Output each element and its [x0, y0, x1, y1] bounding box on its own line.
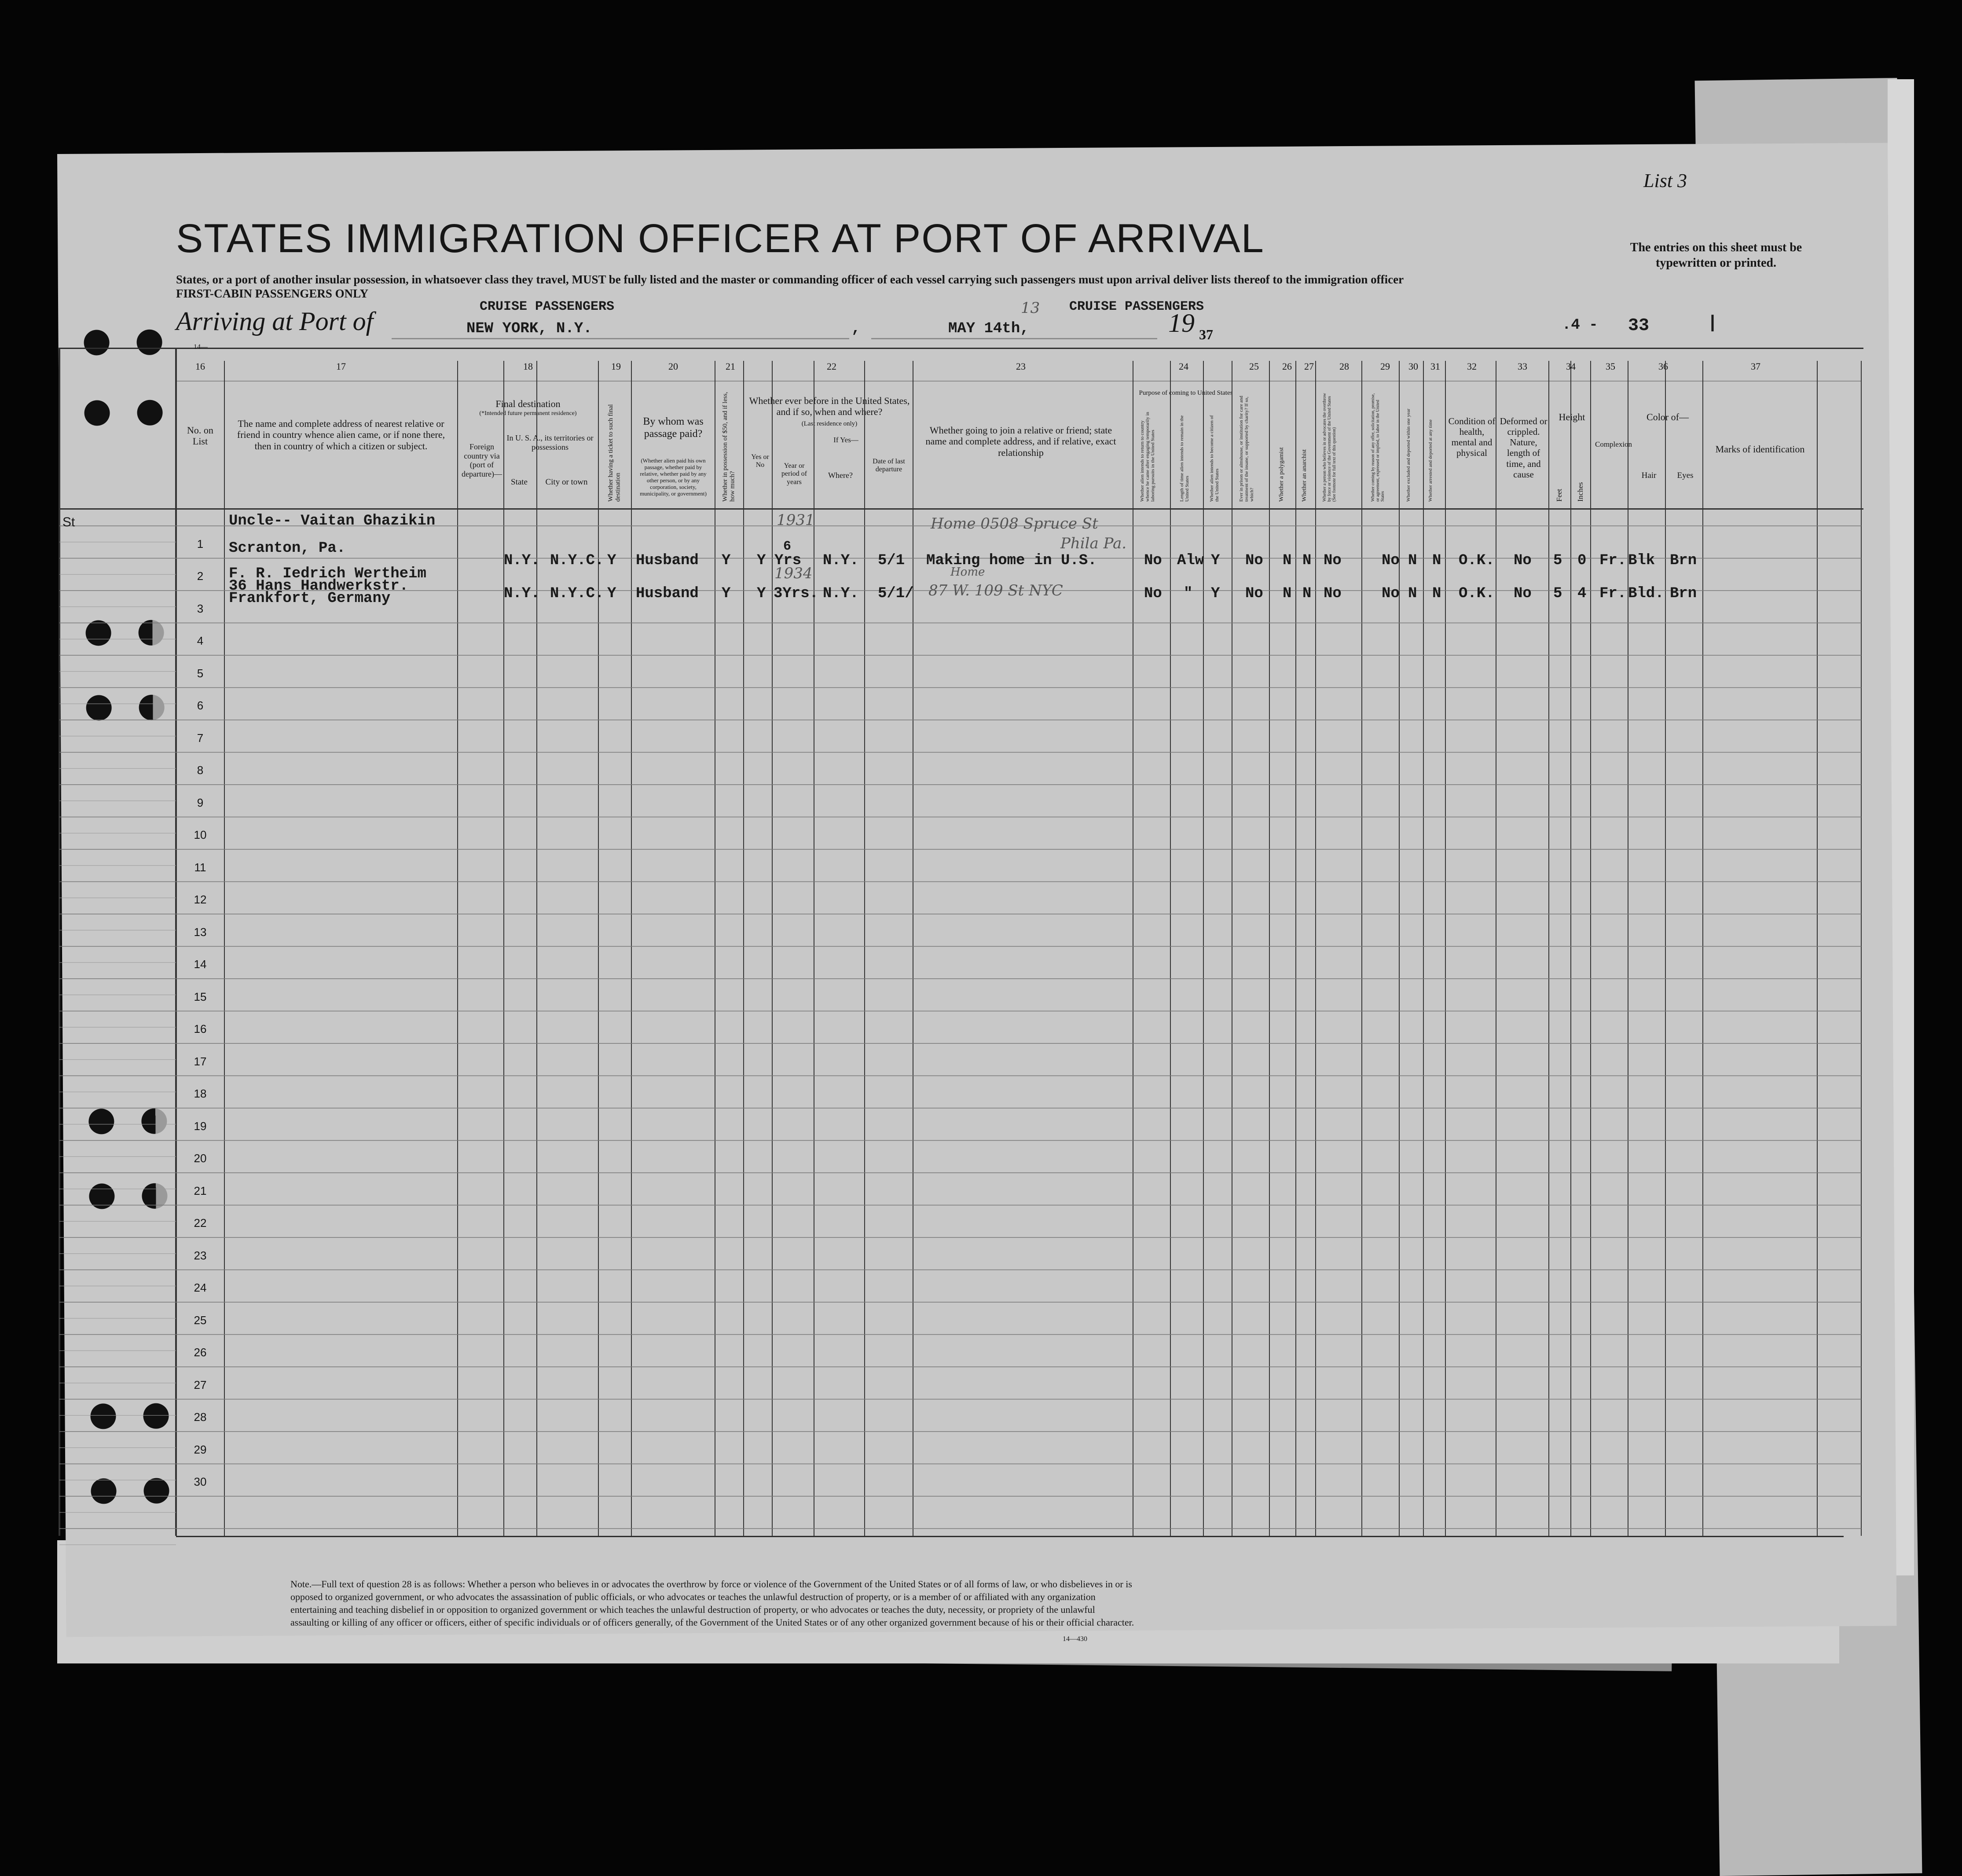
row1-departure: 5/1 [878, 552, 905, 569]
header-col24-return: Whether alien intends to return to country whence he came after engaging temporarily in laboring pursuits in the United States [1140, 411, 1156, 502]
row2-eyes: Brn [1670, 585, 1697, 602]
col-number-33: 33 [1518, 361, 1527, 372]
row1-eyes: Brn [1670, 552, 1697, 569]
year-prefix: 19 [1168, 308, 1195, 338]
row-number: 26 [194, 1346, 207, 1359]
col-number-21: 21 [726, 361, 735, 372]
row2-anarchist: N [1302, 585, 1312, 602]
row1-years-correction: 6 [783, 539, 792, 554]
col-number-23: 23 [1016, 361, 1026, 372]
row2-citizen: Y [1211, 585, 1220, 602]
row2-before: Y [757, 585, 766, 602]
col-number-29: 29 [1380, 361, 1390, 372]
header-col30: Whether excluded and deported within one year [1406, 408, 1411, 502]
col-number-37: 37 [1751, 361, 1760, 372]
row1-labor: No [1382, 552, 1400, 569]
header-col22-ifyes: If Yes— [833, 436, 858, 444]
col-number-20: 20 [668, 361, 678, 372]
header-col22-sub: (Last residence only) [801, 420, 858, 427]
footnote-question-28: Note.—Full text of question 28 is as follows: Whether a person who believes in or advocates the overthrow by force or violence of the Government of the United States or of all forms of law, or who disbelieves in or is opposed to organized government, or who advocates the assassination of public officials, or who advocates or teaches the unlawful destruction of property, or is a member of or affiliated with any organization entertaining and teaching disbelief in or opposition to organized government or which teaches the unlawful destruction of property, or who advocates or teaches the duty, necessity, or propriety of the unlawful assaulting or killing of any officer or officers, either of specific individuals or of officers generally, of the Government of the United States or of any other organized government because of his or their official character. [290, 1579, 1134, 1628]
row-number: 28 [194, 1410, 207, 1424]
row1-years-hand: 1931 [777, 511, 815, 529]
row1-excluded: N [1408, 552, 1417, 569]
col-number-16: 16 [195, 361, 205, 372]
row-number: 1 [197, 537, 204, 551]
row2-relative-street: 36 Hans Handwerkstr. [229, 578, 409, 595]
header-col18-usa: In U. S. A., its territories or possessions [506, 433, 594, 452]
header-col27: Whether an anarchist [1301, 449, 1308, 502]
row-number: 11 [194, 860, 206, 874]
row-number: 13 [194, 925, 207, 939]
row1-join-hand-1: Home 0508 Spruce St [931, 515, 1098, 532]
form-title: STATES IMMIGRATION OFFICER AT PORT OF ARRIVAL [176, 216, 1265, 261]
col-number-26: 26 [1282, 361, 1292, 372]
row-number: 9 [197, 796, 204, 809]
col-number-22: 22 [827, 361, 836, 372]
col-number-18: 18 [523, 361, 533, 372]
row-number: 6 [197, 699, 204, 712]
row1-feet: 5 [1553, 552, 1562, 569]
row-number: 5 [197, 666, 204, 680]
row1-inches: 0 [1577, 552, 1587, 569]
row1-health: O.K. [1459, 552, 1495, 569]
row2-state: N.Y. [504, 585, 540, 602]
header-col36-eyes: Eyes [1677, 471, 1694, 480]
typewritten-notice: The entries on this sheet must be typewritten or printed. [1630, 241, 1802, 270]
row-number: 8 [197, 764, 204, 777]
row-number: 30 [194, 1475, 207, 1489]
header-col28: Whether a person who believes in or advocates the overthrow by force or violence of the Government of the United States (See footnote for full text of this question) [1322, 393, 1337, 502]
row-number: 2 [197, 569, 204, 583]
row1-money: Y [722, 552, 731, 569]
row1-prison: No [1245, 552, 1263, 569]
row2-excluded: N [1408, 585, 1417, 602]
row2-overthrow: No [1324, 585, 1342, 602]
row-number: 27 [194, 1378, 207, 1391]
row2-labor: No [1382, 585, 1400, 602]
row2-length: " [1184, 585, 1193, 602]
col-number-35: 35 [1606, 361, 1615, 372]
row1-arrested: N [1432, 552, 1441, 569]
row-number: 7 [197, 731, 204, 745]
row1-paid-by: Husband [636, 552, 699, 569]
col-number-19: 19 [611, 361, 621, 372]
date-correction: 13 [1021, 299, 1040, 317]
row2-feet: 5 [1553, 585, 1562, 602]
col-number-24: 24 [1179, 361, 1188, 372]
row-number: 24 [194, 1281, 207, 1295]
row-number: 20 [194, 1152, 207, 1165]
row2-polygamist: N [1283, 585, 1292, 602]
row1-where: N.Y. [823, 552, 859, 569]
header-col20-sub: (Whether alien paid his own passage, whether paid by relative, whether paid by any other person, or by any corporation, society, municipality, or government) [640, 457, 707, 497]
row2-join-hand-2: 87 W. 109 St NYC [928, 582, 1063, 599]
cruise-label-right: CRUISE PASSENGERS [1069, 299, 1204, 314]
header-col24-citizen: Whether alien intends to become a citizen of the United States [1209, 415, 1220, 502]
row-number: 16 [194, 1022, 207, 1036]
row1-join-hand-2: Phila Pa. [1060, 535, 1127, 552]
row2-years: 3Yrs. [774, 585, 819, 602]
cruise-label-left: CRUISE PASSENGERS [480, 299, 615, 314]
row1-overthrow: No [1324, 552, 1342, 569]
row1-relative-name: Uncle-- Vaitan Ghazikin [229, 513, 436, 529]
sheet-mark: .4 - [1562, 317, 1598, 334]
row1-deformed: No [1514, 552, 1532, 569]
header-col37: Marks of identification [1715, 444, 1805, 455]
row-number: 14 [194, 958, 207, 971]
row-number: 19 [194, 1119, 207, 1133]
header-col22-yesno: Yes or No [751, 453, 769, 469]
row-number: 18 [194, 1087, 207, 1101]
row1-relative-address: Scranton, Pa. [229, 540, 346, 557]
row1-join: Making home in U.S. [926, 552, 1097, 569]
year-suffix: 37 [1199, 327, 1213, 342]
row2-departure: 5/1/ [878, 585, 914, 602]
comma-mark: , [851, 320, 861, 337]
header-col21: Whether in possession of $50, and if less, how much? [722, 392, 736, 502]
header-col22-year: Year or period of years [781, 462, 807, 486]
row2-prison: No [1245, 585, 1263, 602]
header-col22-where: Where? [828, 471, 853, 480]
header-col24-length: Length of time alien intends to remain in the United States [1179, 415, 1190, 502]
row1-anarchist: N [1302, 552, 1312, 569]
header-col36-title: Color of— [1647, 411, 1689, 422]
form-subtitle: States, or a port of another insular possession, in whatsoever class they travel, MUST be fully listed and the master or commanding officer of each vessel carrying such passengers must upon arrival deliver lists thereof to the immigration officer [176, 273, 1404, 286]
col-number-36: 36 [1658, 361, 1668, 372]
row1-polygamist: N [1283, 552, 1292, 569]
header-col25: Ever in prison or almshouse, or institution for care and treatment of the insane, or supported by charity? If so, which? [1239, 396, 1255, 502]
list-label: List 3 [1643, 170, 1687, 191]
header-col34-feet: Feet [1555, 488, 1563, 502]
row2-years-hand: 1934 [774, 565, 813, 582]
header-col18-city: City or town [545, 477, 588, 487]
form-code: 14—430 [1063, 1635, 1087, 1643]
row2-ticket: Y [607, 585, 616, 602]
header-no-on-list: No. on List [187, 425, 213, 447]
row2-where: N.Y. [823, 585, 859, 602]
row-number: 21 [194, 1184, 207, 1197]
header-col24-title: Purpose of coming to United States [1139, 389, 1233, 396]
row-number: 15 [194, 990, 207, 1003]
row2-return: No [1144, 585, 1162, 602]
row2-join-hand-1: Home [950, 565, 985, 579]
row2-relative-city: Frankfort, Germany [229, 590, 391, 607]
row-number: 12 [194, 893, 207, 907]
col-number-30: 30 [1408, 361, 1418, 372]
row2-relative-name: F. R. Iedrich Wertheim [229, 565, 426, 582]
row-number: 17 [194, 1054, 207, 1068]
header-col32: Condition of health, mental and physical [1448, 416, 1496, 459]
row-number: 23 [194, 1248, 207, 1262]
row2-paid-by: Husband [636, 585, 699, 602]
col14-marker: 14— [194, 343, 208, 351]
row1-before: Y [757, 552, 766, 569]
col-number-31: 31 [1430, 361, 1440, 372]
arrival-date: MAY 14th, [948, 320, 1029, 337]
header-col17: The name and complete address of nearest relative or friend in country whence alien came, or if none there, then in country of which a citizen or subject. [237, 418, 445, 452]
col-number-25: 25 [1249, 361, 1259, 372]
header-col20-title: By whom was passage paid? [643, 416, 704, 440]
margin-mark: St [62, 515, 75, 529]
header-col33: Deformed or crippled. Nature, length of time, and cause [1500, 416, 1548, 480]
row1-complexion: Fr. [1599, 552, 1627, 569]
col-number-27: 27 [1304, 361, 1314, 372]
row-number: 25 [194, 1313, 207, 1327]
header-col18-title: Final destination [495, 398, 561, 409]
row-number: 29 [194, 1443, 207, 1456]
header-col34-inches: Inches [1576, 482, 1584, 502]
row1-return: No [1144, 552, 1162, 569]
row1-state: N.Y. [504, 552, 540, 569]
row1-citizen: Y [1211, 552, 1220, 569]
header-col18-sub: (*Intended future permanent residence) [479, 410, 577, 417]
row1-city: N.Y.C. [550, 552, 604, 569]
row2-hair: Bld. [1628, 585, 1664, 602]
row2-money: Y [722, 585, 731, 602]
edge-mark: | [1707, 313, 1718, 333]
row-number: 3 [197, 602, 204, 615]
col-number-34: 34 [1566, 361, 1576, 372]
header-col19: Whether having a ticket to such final destination [607, 404, 622, 502]
row-number: 10 [194, 828, 207, 842]
header-col18-foreign: Foreign country via (port of departure)— [462, 442, 502, 479]
header-col18-state: State [511, 477, 528, 487]
header-col35: Complexion [1595, 440, 1632, 448]
header-col26: Whether a polygamist [1278, 447, 1285, 502]
row2-deformed: No [1514, 585, 1532, 602]
row1-years: Yrs [774, 552, 802, 569]
header-col31: Whether arrested and deported at any time [1428, 419, 1433, 502]
arriving-label: Arriving at Port of [176, 307, 374, 336]
header-col34-title: Height [1559, 411, 1585, 422]
arrival-port: NEW YORK, N.Y. [466, 320, 592, 337]
header-col22-title: Whether ever before in the United States, and if so, when and where? [749, 395, 910, 418]
row2-arrested: N [1432, 585, 1441, 602]
row1-ticket: Y [607, 552, 616, 569]
row1-hair: Blk [1628, 552, 1655, 569]
col-number-32: 32 [1467, 361, 1477, 372]
header-col29: Whether coming by reason of any offer, solicitation, promise, or agreement, expressed or implied, to labor in the United States [1371, 393, 1385, 502]
col-number-28: 28 [1339, 361, 1349, 372]
class-note: FIRST-CABIN PASSENGERS ONLY [176, 287, 369, 300]
row2-health: O.K. [1459, 585, 1495, 602]
row1-length: Alw [1177, 552, 1204, 569]
col-number-17: 17 [336, 361, 346, 372]
sheet-number: 33 [1628, 316, 1650, 336]
row-number: 22 [194, 1216, 207, 1230]
header-col22-date: Date of last departure [873, 458, 905, 474]
row2-city: N.Y.C. [550, 585, 604, 602]
header-col23: Whether going to join a relative or friend; state name and complete address, and if relative, exact relationship [925, 425, 1116, 458]
row2-inches: 4 [1577, 585, 1587, 602]
header-col36-hair: Hair [1641, 471, 1657, 480]
row2-complexion: Fr. [1599, 585, 1627, 602]
row-number: 4 [197, 634, 204, 648]
